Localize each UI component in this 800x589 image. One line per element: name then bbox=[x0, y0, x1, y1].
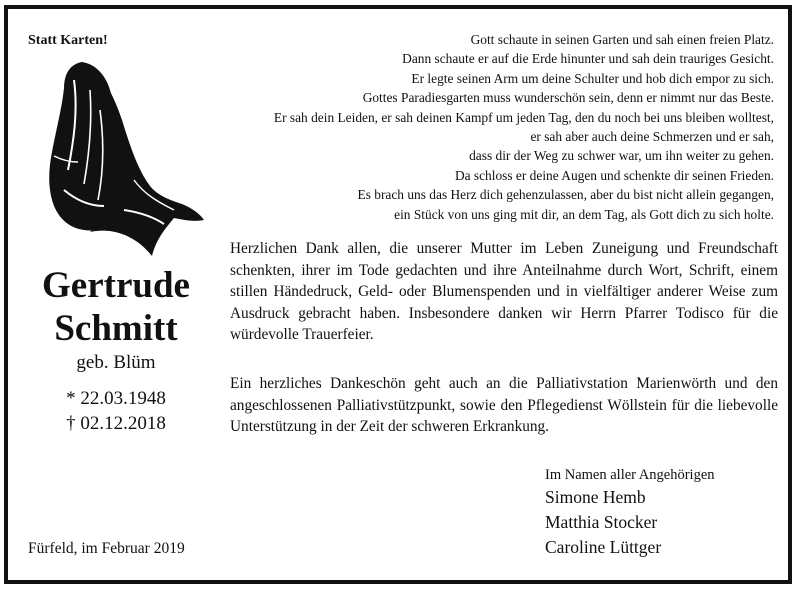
poem-line: Er sah dein Leiden, er sah deinen Kampf um jeden Tag, den du noch bei uns bleiben wolltest, bbox=[273, 109, 774, 125]
statt-karten-label: Statt Karten! bbox=[28, 33, 108, 48]
thanks-paragraph-1: Herzlichen Dank allen, die unserer Mutter im Leben Zuneigung und Freundschaft schenkten, ihrer im Tode gedachten und ihre Anteilnahme durch Wort, Schrift, einem stillen Händedruck, Geld- oder Blumenspenden und in vielfältiger anderer Weise zum Ausdruck gebracht haben. Insbesondere danken wir Herrn Pfarrer Todisco für die würdevolle Trauerfeier. bbox=[230, 240, 778, 344]
death-date: † 02.12.2018 bbox=[66, 413, 166, 434]
deceased-last-name: Schmitt bbox=[54, 308, 178, 349]
place-date: Fürfeld, im Februar 2019 bbox=[28, 540, 185, 557]
poem-line: Es brach uns das Herz dich gehenzulassen, aber du bist nicht allein gegangen, bbox=[357, 187, 774, 203]
poem-line: dass dir der Weg zu schwer war, um ihn weiter zu gehen. bbox=[469, 148, 774, 164]
signature-name: Simone Hemb bbox=[545, 487, 646, 507]
poem bbox=[214, 30, 774, 224]
poem-line: er sah aber auch deine Schmerzen und er sah, bbox=[530, 129, 774, 145]
birth-date: * 22.03.1948 bbox=[66, 388, 166, 409]
poem-line: Dann schaute er auf die Erde hinunter und sah dein trauriges Gesicht. bbox=[402, 51, 774, 67]
thanks-paragraph-2: Ein herzliches Dankeschön geht auch an die Palliativstation Marienwörth und den angeschlossenen Palliativstützpunkt, sowie den Pflegedienst Wöllstein für die liebevolle Unterstützung in der Zeit der schweren Erkrankung. bbox=[230, 375, 778, 436]
signature-intro: Im Namen aller Angehörigen bbox=[545, 467, 715, 483]
signature-name: Matthia Stocker bbox=[545, 512, 658, 532]
signature-block bbox=[545, 465, 715, 560]
poem-line: ein Stück von uns ging mit dir, an dem Tag, als Gott dich zu sich holte. bbox=[394, 206, 774, 222]
poem-line: Er legte seinen Arm um deine Schulter und hob dich empor zu sich. bbox=[411, 70, 774, 86]
praying-hands-icon bbox=[34, 60, 209, 260]
poem-line: Gott schaute in seinen Garten und sah einen freien Platz. bbox=[470, 32, 774, 47]
signature-name: Caroline Lüttger bbox=[545, 537, 662, 557]
deceased-maiden-name: geb. Blüm bbox=[76, 352, 156, 373]
poem-line: Da schloss er deine Augen und schenkte dir seinen Frieden. bbox=[454, 167, 774, 183]
deceased-first-name: Gertrude bbox=[42, 265, 190, 306]
poem-line: Gottes Paradiesgarten muss wunderschön sein, denn er nimmt nur das Beste. bbox=[362, 90, 774, 106]
